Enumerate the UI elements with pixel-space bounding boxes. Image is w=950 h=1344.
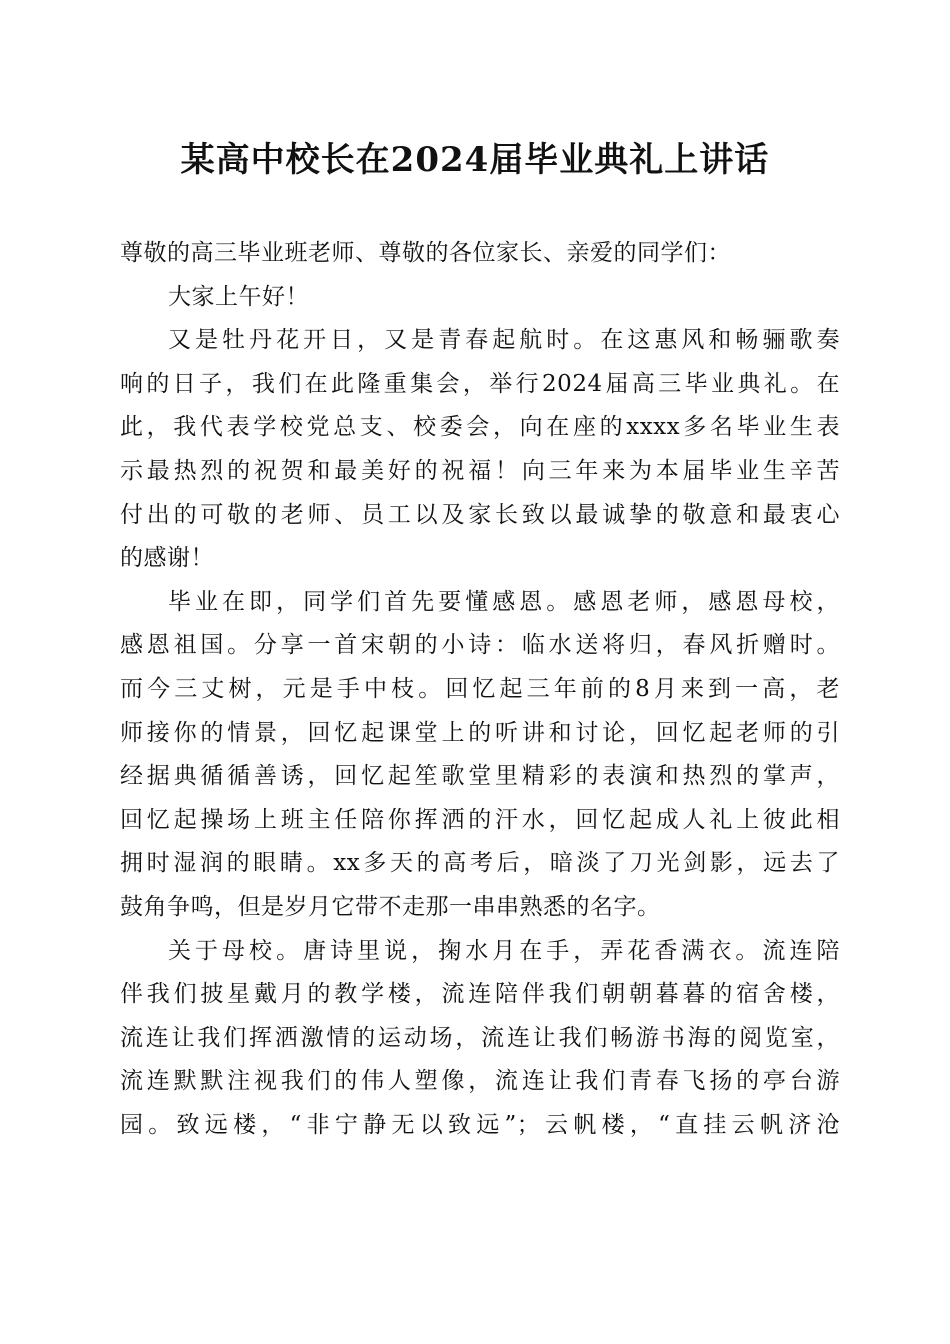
text-line: 尊敬的高三毕业班老师、尊敬的各位家长、亲爱的同学们： [120,240,731,266]
text-line: 师接你的情景，回忆起课堂上的听讲和讨论，回忆起老师的引 [120,719,840,746]
text-line: 关于母校。唐诗里说，掬水月在手，弄花香满衣。流连陪 [168,937,840,964]
document-title: 某高中校长在2024届毕业典礼上讲话 [180,140,770,180]
text-line: 毕业在即，同学们首先要懂感恩。感恩老师，感恩母校， [168,588,840,615]
text-line: 流连默默注视我们的伟人塑像，流连让我们青春飞扬的亭台游 [120,1068,840,1095]
text-line: 而今三丈树，元是手中枝。回忆起三年前的8月来到一高，老 [120,675,840,702]
text-line: 的感谢！ [120,545,214,572]
document-body [120,232,840,1147]
text-line: 付出的可敬的老师、员工以及家长致以最诚挚的敬意和最衷心 [120,501,840,528]
text-line: 园。致远楼，“非宁静无以致远”；云帆楼，“直挂云帆济沧 [120,1111,840,1138]
text-line: 经据典循循善诱，回忆起笙歌堂里精彩的表演和热烈的掌声， [120,763,840,790]
text-line: 大家上午好！ [168,283,309,310]
text-line: 感恩祖国。分享一首宋朝的小诗：临水送将归，春风折赠时。 [120,632,840,659]
text-line: 鼓角争鸣，但是岁月它带不走那一串串熟悉的名字。 [120,893,661,920]
text-line: 此，我代表学校党总支、校委会，向在座的xxxx多名毕业生表 [120,414,840,441]
text-line: 又是牡丹花开日，又是青春起航时。在这惠风和畅骊歌奏 [168,327,840,354]
text-line: 响的日子，我们在此隆重集会，举行2024届高三毕业典礼。在 [120,370,840,397]
text-line: 伴我们披星戴月的教学楼，流连陪伴我们朝朝暮暮的宿舍楼， [120,981,840,1008]
text-line: 回忆起操场上班主任陪你挥洒的汗水，回忆起成人礼上彼此相 [120,806,840,833]
text-line: 拥时湿润的眼睛。xx多天的高考后，暗淡了刀光剑影，远去了 [120,850,840,877]
text-line: 流连让我们挥洒激情的运动场，流连让我们畅游书海的阅览室， [120,1024,840,1051]
text-line: 示最热烈的祝贺和最美好的祝福！向三年来为本届毕业生辛苦 [120,457,840,484]
